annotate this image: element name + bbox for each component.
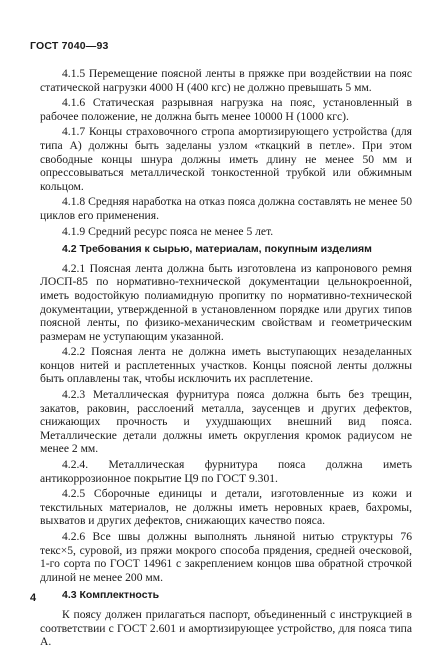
clause-4-3-text: К поясу должен прилагаться паспорт, объединенный с инструкцией в соответствии с ГОСТ 2.601 и амортизирующее устройство, для пояса типа А. — [40, 607, 412, 649]
clause-4-1-7: 4.1.7 Концы страховочного стропа амортизирующего устройства (для типа А) должны быть заделаны узлом «ткацкий в петле». При этом свободные концы шнура должны иметь длину не менее 50 мм и опрессовываться металлической тонкостенной трубкой или обжимным кольцом. — [40, 125, 412, 193]
section-heading-4-3: 4.3 Комплектность — [62, 589, 160, 602]
clause-4-2-6: 4.2.6 Все швы должны выполнять льняной нитью структуры 76 текс×5, суровой, из пряжи мокрого способа прядения, средней оческовой, 1-го сорта по ГОСТ 14961 с закреплением концов шва обратной строчкой длиной не менее 200 мм. — [40, 530, 412, 584]
clause-4-2-2: 4.2.2 Поясная лента не должна иметь выступающих незаделанных концов нитей и расплетенных участков. Концы поясной ленты должны быть оплавлены так, чтобы исключить их расплетение. — [40, 345, 412, 386]
clause-4-2-3: 4.2.3 Металлическая фурнитура пояса должна быть без трещин, закатов, раковин, расслоений металла, заусенцев и других дефектов, снижающих прочность и ухудшающих внешний вид пояса. Металлические детали должны иметь округления кромок радиусом не менее 2 мм. — [40, 388, 412, 456]
clause-4-1-6: 4.1.6 Статическая разрывная нагрузка на пояс, установленный в рабочее положение, не должна быть менее 10000 Н (1000 кгс). — [40, 96, 412, 123]
page-number: 4 — [30, 592, 37, 604]
clause-4-1-8: 4.1.8 Средняя наработка на отказ пояса должна составлять не менее 50 циклов его применения. — [40, 195, 412, 222]
document-body — [40, 67, 412, 651]
document-header: ГОСТ 7040—93 — [30, 40, 109, 52]
section-heading-4-2: 4.2 Требования к сырью, материалам, покупным изделиям — [62, 243, 372, 256]
clause-4-1-9: 4.1.9 Средний ресурс пояса не менее 5 лет. — [62, 224, 274, 238]
clause-4-2-5: 4.2.5 Сборочные единицы и детали, изготовленные из кожи и текстильных материалов, не должны иметь неровных краев, бахромы, выхватов и других дефектов, снижающих качество пояса. — [40, 487, 412, 528]
clause-4-1-5: 4.1.5 Перемещение поясной ленты в пряжке при воздействии на пояс статической нагрузки 4000 Н (400 кгс) не должно превышать 5 мм. — [40, 67, 412, 94]
clause-4-2-4: 4.2.4. Металлическая фурнитура пояса должна иметь антикоррозионное покрытие Ц9 по ГОСТ 9.301. — [40, 458, 412, 485]
clause-4-2-1: 4.2.1 Поясная лента должна быть изготовлена из капронового ремня ЛОСП-85 по нормативно-технической документации цельнокроенной, иметь водостойкую полиамидную пропитку по нормативно-технической документации, утвержденной в установленном порядке или других типов поясной ленты, по физико-механическим свойствам и геометрическим размерам не уступающим указанной. — [40, 261, 412, 343]
